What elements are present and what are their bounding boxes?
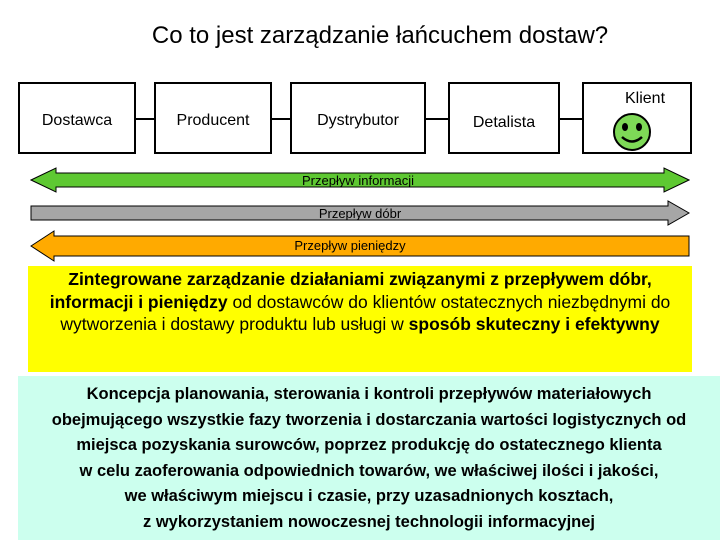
definition-part2: od dostawców do klientów ostatecznych niezbędnymi do wytworzenia i dostawy produktu lub usługi w (60, 291, 671, 334)
retailer-box (448, 82, 560, 154)
page-title: Co to jest zarządzanie łańcuchem dostaw? (151, 22, 609, 49)
definition-part3: sposób skuteczny i efektywny (408, 314, 660, 334)
distributor-box (290, 82, 426, 154)
connector-line (426, 118, 448, 120)
concept-line: we właściwym miejscu i czasie, przy uzasadnionych kosztach, (124, 487, 614, 505)
smiley-icon (612, 112, 652, 152)
concept-box (18, 376, 720, 540)
connector-line (560, 118, 582, 120)
concept-line: Koncepcja planowania, sterowania i kontroli przepływów materiałowych (86, 385, 652, 403)
producer-box (154, 82, 272, 154)
information-flow-label: Przepływ informacji (302, 173, 414, 188)
connector-line (272, 118, 290, 120)
client-label: Klient (624, 90, 666, 107)
goods-flow-label: Przepływ dóbr (318, 206, 402, 221)
concept-line: miejsca pozyskania surowców, poprzez produkcję do ostatecznego klienta (76, 436, 662, 454)
definition-part1: Zintegrowane zarządzanie działaniami związanymi z przepływem dóbr, informacji i pieniędzy (49, 269, 652, 312)
definition-box (28, 266, 692, 372)
information-flow-arrow (30, 166, 690, 194)
supplier-box (18, 82, 136, 154)
distributor-label: Dystrybutor (317, 112, 399, 129)
concept-line: z wykorzystaniem nowoczesnej technologii informacyjnej (142, 512, 596, 531)
money-flow-arrow (30, 230, 690, 262)
concept-line: w celu zaoferowania odpowiednich towarów, we właściwej ilości i jakości, (79, 461, 659, 480)
client-box (582, 82, 692, 154)
connector-line (136, 118, 154, 120)
retailer-label: Detalista (472, 114, 536, 131)
goods-flow-arrow (30, 200, 690, 228)
money-flow-label: Przepływ pieniędzy (294, 238, 406, 253)
producer-label: Producent (176, 112, 250, 129)
concept-line: obejmującego wszystkie fazy tworzenia i dostarczania wartości logistycznych od (51, 410, 687, 429)
supplier-label: Dostawca (41, 112, 113, 129)
